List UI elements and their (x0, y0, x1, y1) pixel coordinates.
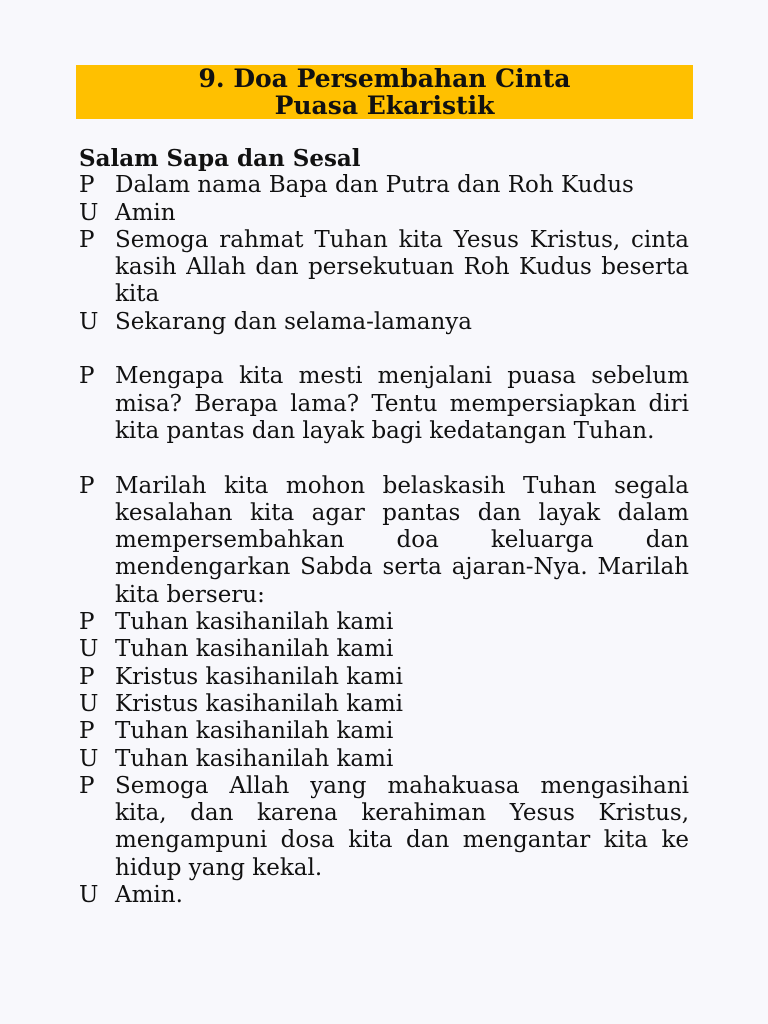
role-label: P (79, 226, 95, 253)
role-label: U (79, 882, 99, 909)
role-label: U (79, 199, 99, 226)
role-label: P (79, 472, 95, 499)
line-text: Amin. (115, 882, 183, 909)
line-text: Sekarang dan selama-lamanya (115, 308, 473, 335)
line-text: Kristus kasihanilah kami (115, 663, 404, 690)
line-text: Semoga Allah yang mahakuasa mengasihani kita, dan karena kerahiman Yesus Kristus, mengampuni dosa kita dan mengantar kita ke hidup yang kekal. (115, 772, 689, 881)
prayer-line (79, 363, 689, 445)
role-label: U (79, 690, 99, 717)
prayer-line (79, 609, 689, 636)
role-label: P (79, 663, 95, 690)
role-label: P (79, 609, 95, 636)
role-label: P (79, 172, 95, 199)
role-label: U (79, 308, 99, 335)
paragraph-gap (79, 445, 689, 472)
line-text: Mengapa kita mesti menjalani puasa sebelum misa? Berapa lama? Tentu mempersiapkan diri kita pantas dan layak bagi kedatangan Tuhan. (115, 363, 689, 444)
role-label: P (79, 772, 95, 799)
line-text: Tuhan kasihanilah kami (115, 636, 394, 663)
role-label: P (79, 718, 95, 745)
title-banner (76, 65, 693, 119)
prayer-line (79, 227, 689, 309)
prayer-line (79, 691, 689, 718)
section-heading: Salam Sapa dan Sesal (79, 145, 361, 172)
prayer-line (79, 664, 689, 691)
prayer-line (79, 773, 689, 882)
title-line-2: Puasa Ekaristik (274, 91, 495, 120)
line-text: Amin (115, 199, 176, 226)
line-text: Tuhan kasihanilah kami (115, 718, 394, 745)
role-label: P (79, 363, 95, 390)
title-line-1: 9. Doa Persembahan Cinta (198, 64, 571, 93)
line-text: Kristus kasihanilah kami (115, 690, 404, 717)
role-label: U (79, 636, 99, 663)
line-text: Tuhan kasihanilah kami (115, 745, 394, 772)
prayer-line (79, 200, 689, 227)
prayer-text (79, 145, 689, 909)
prayer-line (79, 882, 689, 909)
prayer-line (79, 718, 689, 745)
prayer-line (79, 172, 689, 199)
prayer-line (79, 636, 689, 663)
line-text: Marilah kita mohon belaskasih Tuhan segala kesalahan kita agar pantas dan layak dalam mempersembahkan doa keluarga dan mendengarkan Sabda serta ajaran-Nya. Marilah kita berseru: (115, 472, 689, 608)
paragraph-gap (79, 336, 689, 363)
prayer-line (79, 746, 689, 773)
line-text: Dalam nama Bapa dan Putra dan Roh Kudus (115, 172, 634, 199)
line-text: Semoga rahmat Tuhan kita Yesus Kristus, cinta kasih Allah dan persekutuan Roh Kudus beserta kita (115, 226, 689, 308)
prayer-line (79, 473, 689, 609)
role-label: U (79, 745, 99, 772)
line-text: Tuhan kasihanilah kami (115, 609, 394, 636)
prayer-line (79, 309, 689, 336)
